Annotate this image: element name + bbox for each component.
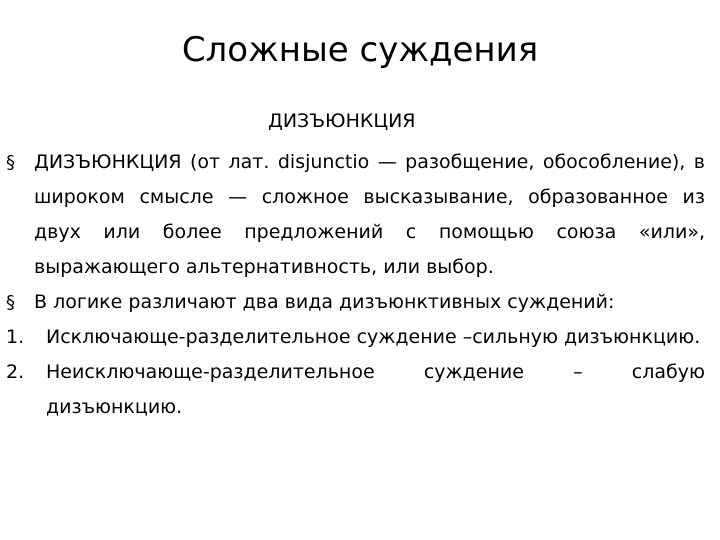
bullet-text-kinds: В логике различают два вида дизъюнктивных суждений:	[34, 291, 615, 313]
numbered-text-strong: Исключающе-разделительное суждение –сильную дизъюнкцию.	[46, 326, 701, 348]
numbered-item-strong	[0, 320, 720, 355]
numbered-text-weak: Неисключающе-разделительное суждение – слабую дизъюнкцию.	[46, 361, 705, 418]
slide-title: Сложные суждения	[181, 30, 539, 70]
number-marker: 1.	[6, 326, 25, 348]
slide-subtitle: ДИЗЪЮНКЦИЯ	[268, 110, 416, 132]
bullet-marker-icon: §	[6, 152, 15, 173]
bullet-item-kinds	[0, 285, 720, 320]
bullet-item-definition	[0, 145, 720, 285]
bullet-text-definition: ДИЗЪЮНКЦИЯ (от лат. disjunctio — разобщение, обособление), в широком смысле — сложное высказывание, образованное из двух или более предложений с помощью союза «или», выражающего альтернативность, или выбор.	[34, 151, 705, 278]
numbered-item-weak	[0, 355, 720, 425]
slide-content	[0, 145, 720, 425]
bullet-marker-icon: §	[6, 292, 15, 313]
number-marker: 2.	[6, 361, 25, 383]
